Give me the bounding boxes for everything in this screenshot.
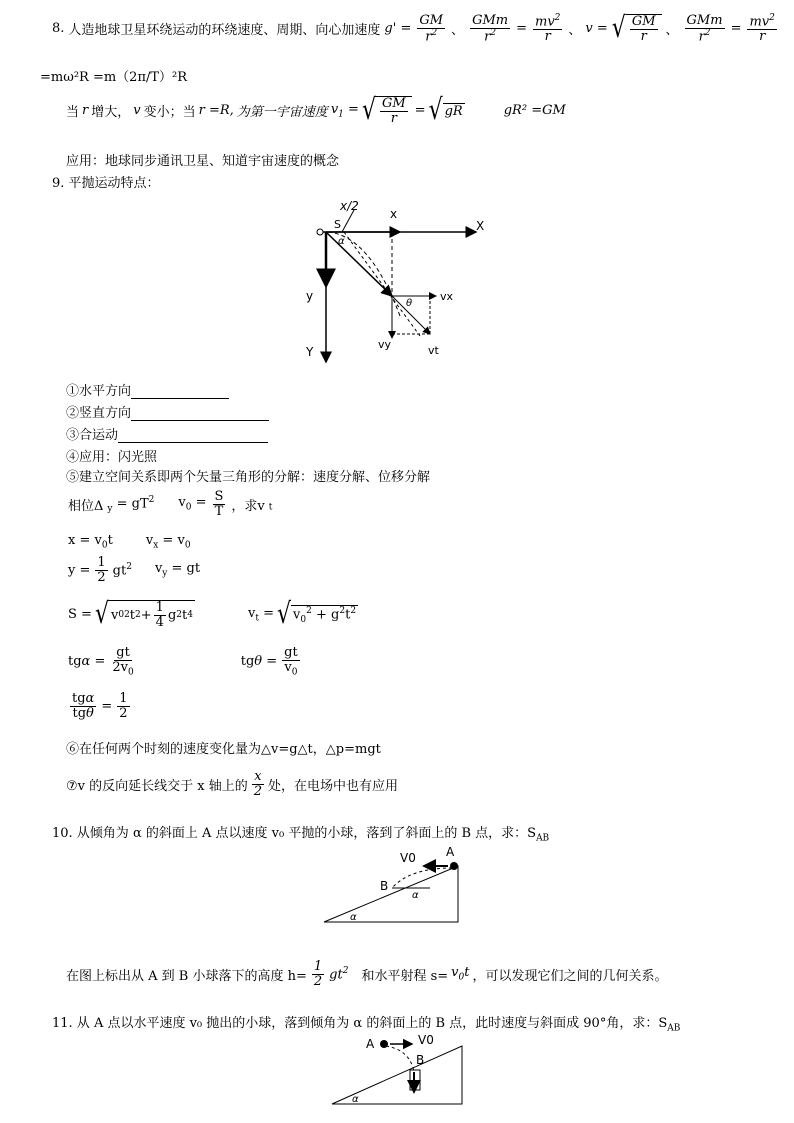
- item8-line2: =mω²R =m（2π/T）²R: [40, 70, 188, 85]
- item9-p1: ①水平方向: [66, 380, 229, 399]
- formula-s: S = √ v 0 2 t 2 + $\frac{1}{4}$ g 2 t 4 $v_t$ = √ $v_0^2 + g^2t^2$: [68, 597, 357, 631]
- frac-gmm-r2-b: $\frac{\text{GMm}}{r^2}$: [686, 13, 723, 44]
- origin-point: [317, 229, 323, 235]
- item9-p6: ⑥在任何两个时刻的速度变化量为△v=g△t，△p=mgt: [66, 742, 381, 757]
- ball-a-11: [380, 1040, 388, 1048]
- formula-phase: 相位Δ $_y = gT^2$ $v_0$ = $\frac{S}{T}$ ，求v $_t$: [68, 489, 273, 519]
- svg-text:α: α: [338, 236, 345, 247]
- svg-text:vy: vy: [378, 338, 392, 351]
- svg-text:vx: vx: [440, 290, 454, 303]
- svg-text:x: x: [390, 207, 398, 221]
- item10-bottom: 在图上标出从 A 到 B 小球落下的高度 h= $\frac{1}{2}$ $gt^2$ 和水平射程 s= $v_0t$ ，可以发现它们之间的几何关系。: [66, 959, 668, 989]
- svg-text:V0: V0: [400, 851, 416, 865]
- sqrt-gr: √ gR: [428, 93, 463, 127]
- ball-a-10: [450, 862, 458, 870]
- item8-application: 应用：地球同步通讯卫星、知道宇宙速度的概念: [66, 154, 340, 169]
- item8-text: 人造地球卫星环绕运动的环绕速度、周期、向心加速度: [68, 23, 381, 39]
- item9-p3: ③合运动: [66, 424, 268, 443]
- svg-text:x/2: x/2: [340, 199, 359, 213]
- svg-text:α: α: [412, 890, 419, 901]
- formula-g-prime: g' =: [384, 21, 412, 37]
- svg-text:A: A: [366, 1037, 375, 1051]
- svg-text:y: y: [306, 289, 314, 303]
- svg-text:vt: vt: [428, 344, 439, 357]
- item8-number: 8.: [52, 21, 65, 37]
- sqrt-gm-r-2: √ $\frac{GM}{r}$: [362, 96, 412, 125]
- frac-mv2-r: $\frac{mv^2}{r}$: [535, 13, 561, 44]
- svg-text:θ: θ: [406, 298, 413, 309]
- displacement-s: [326, 232, 392, 296]
- svg-text:X: X: [476, 219, 485, 233]
- item8-line1: 8. 人造地球卫星环绕运动的环绕速度、周期、向心加速度 g' = $\frac{GM}{r^2}$ 、 $\frac{\text{GMm}}{r^2}$ = $\frac{mv^2}{r}$ 、 v = √ $\frac{GM}{r}$ 、 $\frac{\text{GMm}}{r^2}$ = $\frac{mv^2}{r}$: [52, 11, 775, 45]
- formula-y: y = $\frac{1}{2}$ $gt^2$ $v_y$ = gt: [68, 555, 201, 585]
- frac-gmm-r2: $\frac{\text{GMm}}{r^2}$: [472, 13, 509, 44]
- formula-x: $x = v_0t$ $v_x = v_0$: [68, 533, 191, 551]
- item9-title: 9. 平抛运动特点：: [52, 176, 160, 191]
- svg-text:A: A: [446, 845, 455, 859]
- svg-text:Y: Y: [306, 345, 314, 359]
- item10-question: 10. 从倾角为 α 的斜面上 A 点以速度 v₀ 平抛的小球，落到了斜面上的 B 点，求：$S_{AB}$: [52, 826, 550, 844]
- item8-line3: 当 r 增大， v 变小；当 r =R, 为第一宇宙速度 $v_1$ = √ $\frac{GM}{r}$ = √ gR gR² =GM: [66, 93, 566, 127]
- svg-text:B: B: [416, 1053, 425, 1067]
- item9-p5: ⑤建立空间关系即两个矢量三角形的分解：速度分解、位移分解: [66, 470, 431, 485]
- svg-text:V0: V0: [418, 1033, 434, 1047]
- frac-gm-r2: $\frac{GM}{r^2}$: [419, 13, 444, 44]
- projectile-diagram: [300, 196, 500, 366]
- svg-text:S: S: [334, 218, 341, 231]
- svg-text:α: α: [352, 1094, 359, 1105]
- slope-diagram-10: [320, 842, 470, 926]
- svg-text:α: α: [350, 912, 357, 923]
- slope-diagram-11: [330, 1032, 470, 1110]
- item11-question: 11. 从 A 点以水平速度 v₀ 抛出的小球，落到倾角为 α 的斜面上的 B 点，此时速度与斜面成 90°角，求：$S_{AB}$: [52, 1016, 681, 1034]
- item9-p4: ④应用：闪光照: [66, 450, 158, 465]
- frac-mv2-r-b: $\frac{mv^2}{r}$: [749, 13, 775, 44]
- formula-tg-alpha: tgα = $\frac{gt}{2v_0}$ tgθ = $\frac{gt}{v_0}$: [68, 645, 298, 678]
- formula-ratio: $\frac{\text{tgα}}{\text{tgθ}}$ = $\frac{1}{2}$: [72, 691, 128, 721]
- svg-text:B: B: [380, 879, 389, 893]
- item9-p7: ⑦v 的反向延长线交于 x 轴上的 $\frac{x}{2}$ 处，在电场中也有应用: [66, 769, 399, 799]
- item9-p2: ②竖直方向: [66, 402, 269, 421]
- incline-10: [324, 866, 458, 922]
- sqrt-gm-r: √ $\frac{GM}{r}$: [612, 14, 662, 43]
